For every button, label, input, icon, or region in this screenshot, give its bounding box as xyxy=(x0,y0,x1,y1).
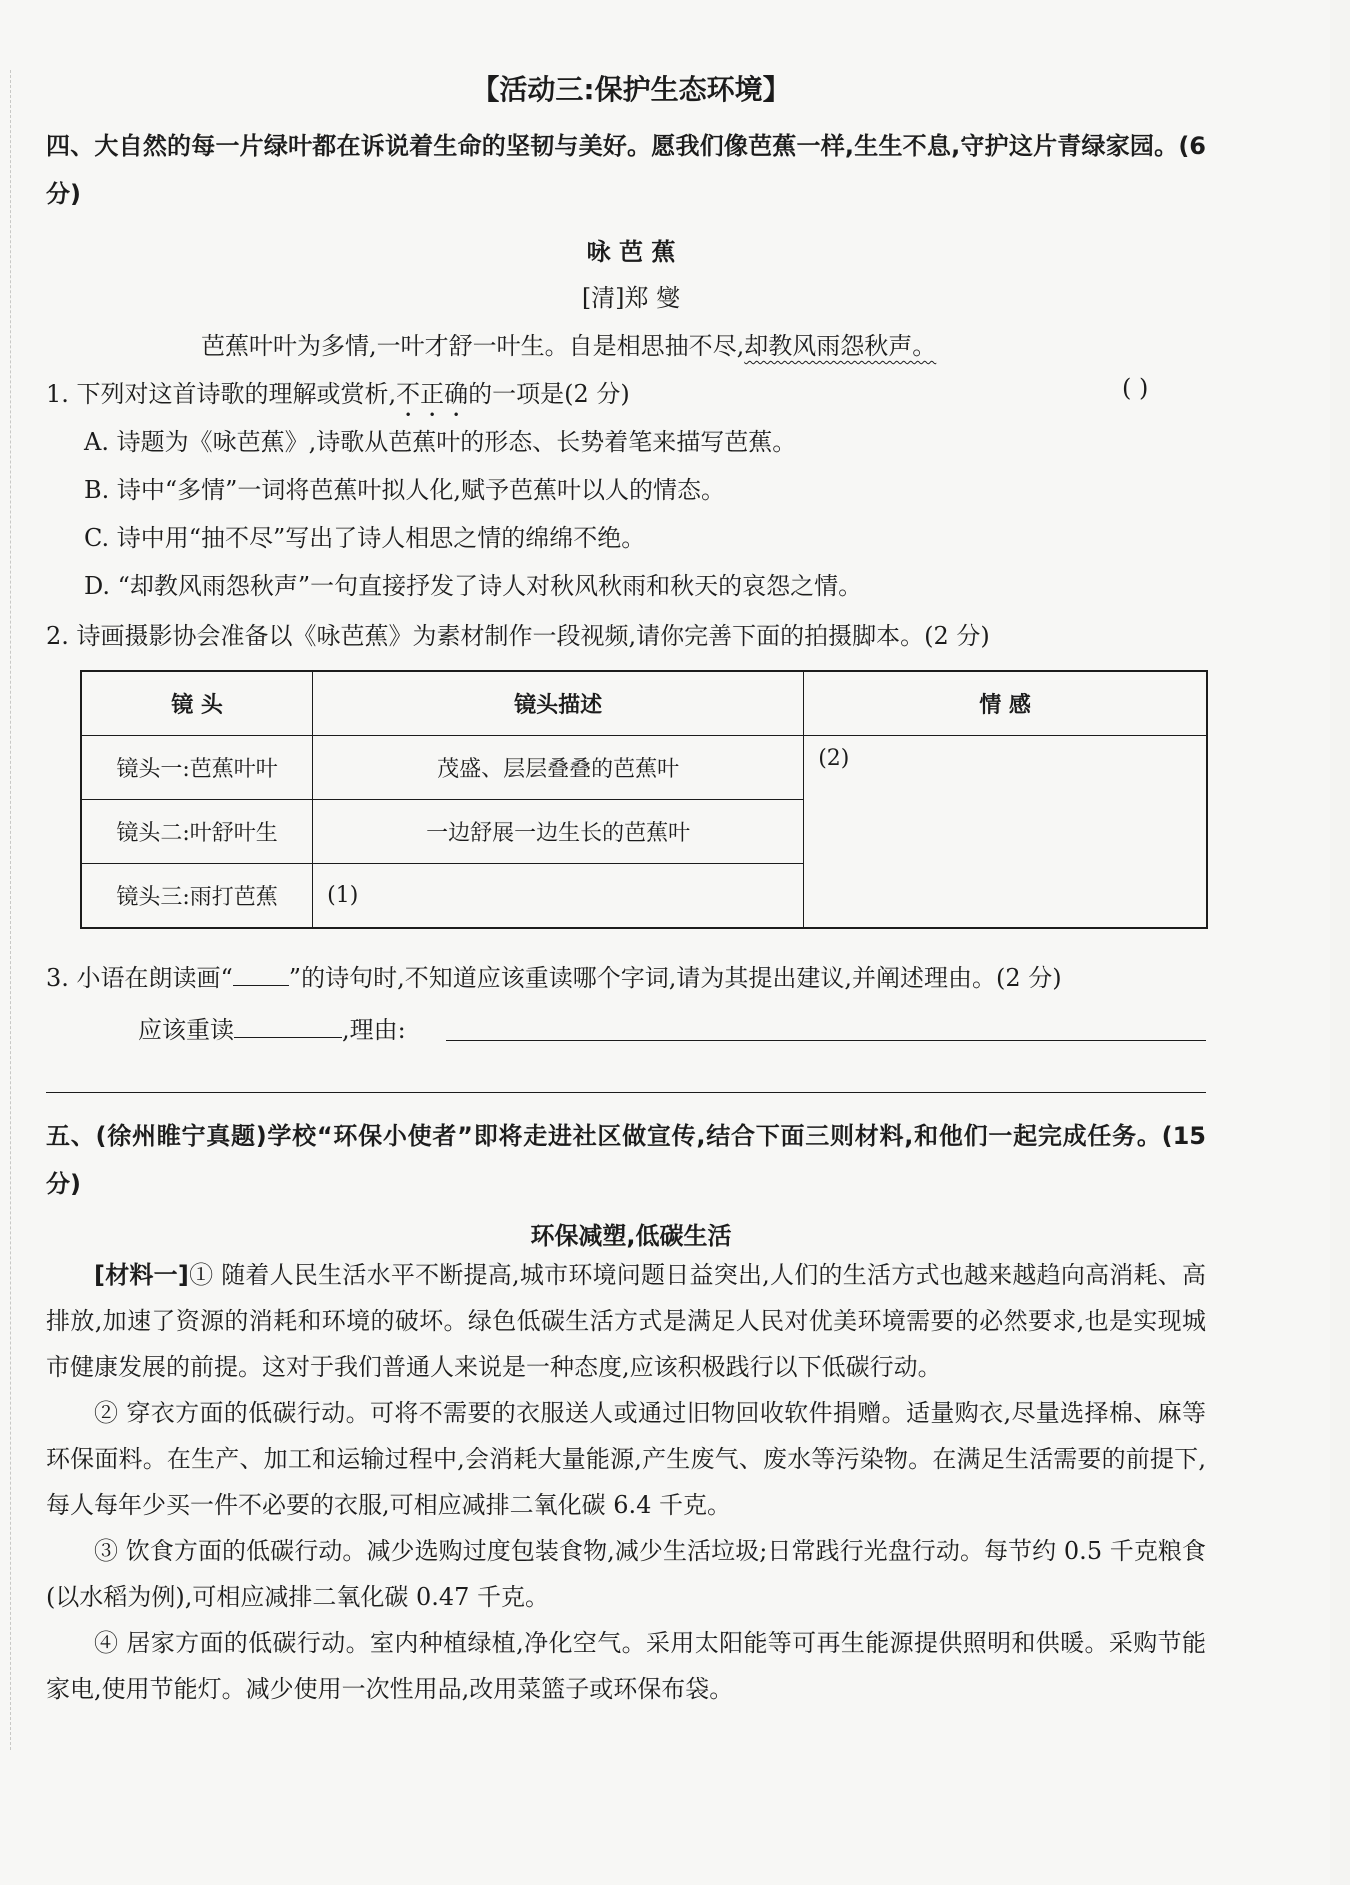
header-shot: 镜 头 xyxy=(81,671,313,736)
material-label: [材料一] xyxy=(94,1261,189,1289)
poem-title: 咏 芭 蕉 xyxy=(586,238,676,266)
material-one xyxy=(46,1252,1206,1712)
q3-stem-after: ”的诗句时,不知道应该重读哪个字词,请为其提出建议,并阐述理由。(2 分) xyxy=(288,964,1062,992)
q3-inline-blank[interactable] xyxy=(233,959,289,986)
q3-reason-blank[interactable] xyxy=(446,1040,1206,1041)
q1-stem-emphasis: 不正确 xyxy=(396,380,469,408)
q3-stem xyxy=(46,958,1062,993)
header-description: 镜头描述 xyxy=(313,671,804,736)
q3-answer-label-stress: 应该重读 xyxy=(138,1016,234,1044)
shot-cell: 镜头二:叶舒叶生 xyxy=(81,800,313,864)
poem-author: [清]郑 燮 xyxy=(581,284,681,312)
section5-intro: 五、(徐州睢宁真题)学校“环保小使者”即将走进社区做宣传,结合下面三则材料,和他们一起完成任务。(15 分) xyxy=(46,1122,1206,1198)
table-row xyxy=(81,736,1207,800)
material-paragraph-1-text: ① 随着人民生活水平不断提高,城市环境问题日益突出,人们的生活方式也越来越趋向高消耗、高排放,加速了资源的消耗和环境的破坏。绿色低碳生活方式是满足人民对优美环境需要的必然要求,也是实现城市健康发展的前提。这对于我们普通人来说是一种态度,应该积极践行以下低碳行动。 xyxy=(46,1261,1206,1381)
emotion-answer-cell[interactable]: (2) xyxy=(804,736,1207,929)
q1-option-b: B. 诗中“多情”一词将芭蕉叶拟人化,赋予芭蕉叶以人的情态。 xyxy=(84,476,726,504)
q1-stem xyxy=(46,374,630,422)
activity-title: 【活动三:保护生态环境】 xyxy=(471,73,791,106)
q1-option-c: C. 诗中用“抽不尽”写出了诗人相思之情的绵绵不绝。 xyxy=(84,524,646,552)
poem-text xyxy=(201,326,936,361)
section4-intro: 四、大自然的每一片绿叶都在诉说着生命的坚韧与美好。愿我们像芭蕉一样,生生不息,守护这片青绿家园。(6 分) xyxy=(46,132,1206,208)
q1-stem-before: 1. 下列对这首诗歌的理解或赏析, xyxy=(46,380,397,408)
header-emotion: 情 感 xyxy=(804,671,1207,736)
material-paragraph-2: ② 穿衣方面的低碳行动。可将不需要的衣服送人或通过旧物回收软件捐赠。适量购衣,尽量选择棉、麻等环保面料。在生产、加工和运输过程中,会消耗大量能源,产生废气、废水等污染物。在满足生活需要的前提下,每人每年少买一件不必要的衣服,可相应减排二氧化碳 6.4 千克。 xyxy=(46,1399,1206,1519)
q3-reason-blank-2[interactable] xyxy=(46,1092,1206,1093)
poem-line-plain: 芭蕉叶叶为多情,一叶才舒一叶生。自是相思抽不尽, xyxy=(201,332,745,360)
q2-stem: 2. 诗画摄影协会准备以《咏芭蕉》为素材制作一段视频,请你完善下面的拍摄脚本。(2 分) xyxy=(46,622,990,650)
material-paragraph-4: ④ 居家方面的低碳行动。室内种植绿植,净化空气。采用太阳能等可再生能源提供照明和供暖。采购节能家电,使用节能灯。减少使用一次性用品,改用菜篮子或环保布袋。 xyxy=(46,1629,1206,1703)
q3-stem-before: 3. 小语在朗读画“ xyxy=(46,964,233,992)
q1-answer-bracket: ( ) xyxy=(1122,374,1149,402)
q3-answer-label-reason: ,理由: xyxy=(342,1016,406,1044)
shot-cell: 镜头三:雨打芭蕉 xyxy=(81,864,313,929)
q1-option-a: A. 诗题为《咏芭蕉》,诗歌从芭蕉叶的形态、长势着笔来描写芭蕉。 xyxy=(84,428,797,456)
material-paragraph-3: ③ 饮食方面的低碳行动。减少选购过度包装食物,减少生活垃圾;日常践行光盘行动。每节约 0.5 千克粮食(以水稻为例),可相应减排二氧化碳 0.47 千克。 xyxy=(46,1537,1206,1611)
binding-margin-line xyxy=(10,70,12,1750)
description-cell: 茂盛、层层叠叠的芭蕉叶 xyxy=(313,736,804,800)
q3-answer-line xyxy=(138,1010,406,1045)
q1-option-d: D. “却教风雨怨秋声”一句直接抒发了诗人对秋风秋雨和秋天的哀怨之情。 xyxy=(84,572,863,600)
shooting-script-table xyxy=(80,670,1208,929)
q3-stress-blank[interactable] xyxy=(234,1011,342,1038)
shot-cell: 镜头一:芭蕉叶叶 xyxy=(81,736,313,800)
material-paragraph-1 xyxy=(46,1252,1206,1390)
q1-stem-after: 的一项是(2 分) xyxy=(468,380,630,408)
article-title: 环保减塑,低碳生活 xyxy=(530,1222,732,1250)
poem-line-wavy: 却教风雨怨秋声。 xyxy=(744,332,937,360)
description-cell: 一边舒展一边生长的芭蕉叶 xyxy=(313,800,804,864)
description-answer-cell[interactable]: (1) xyxy=(313,864,804,929)
table-header-row xyxy=(81,671,1207,736)
